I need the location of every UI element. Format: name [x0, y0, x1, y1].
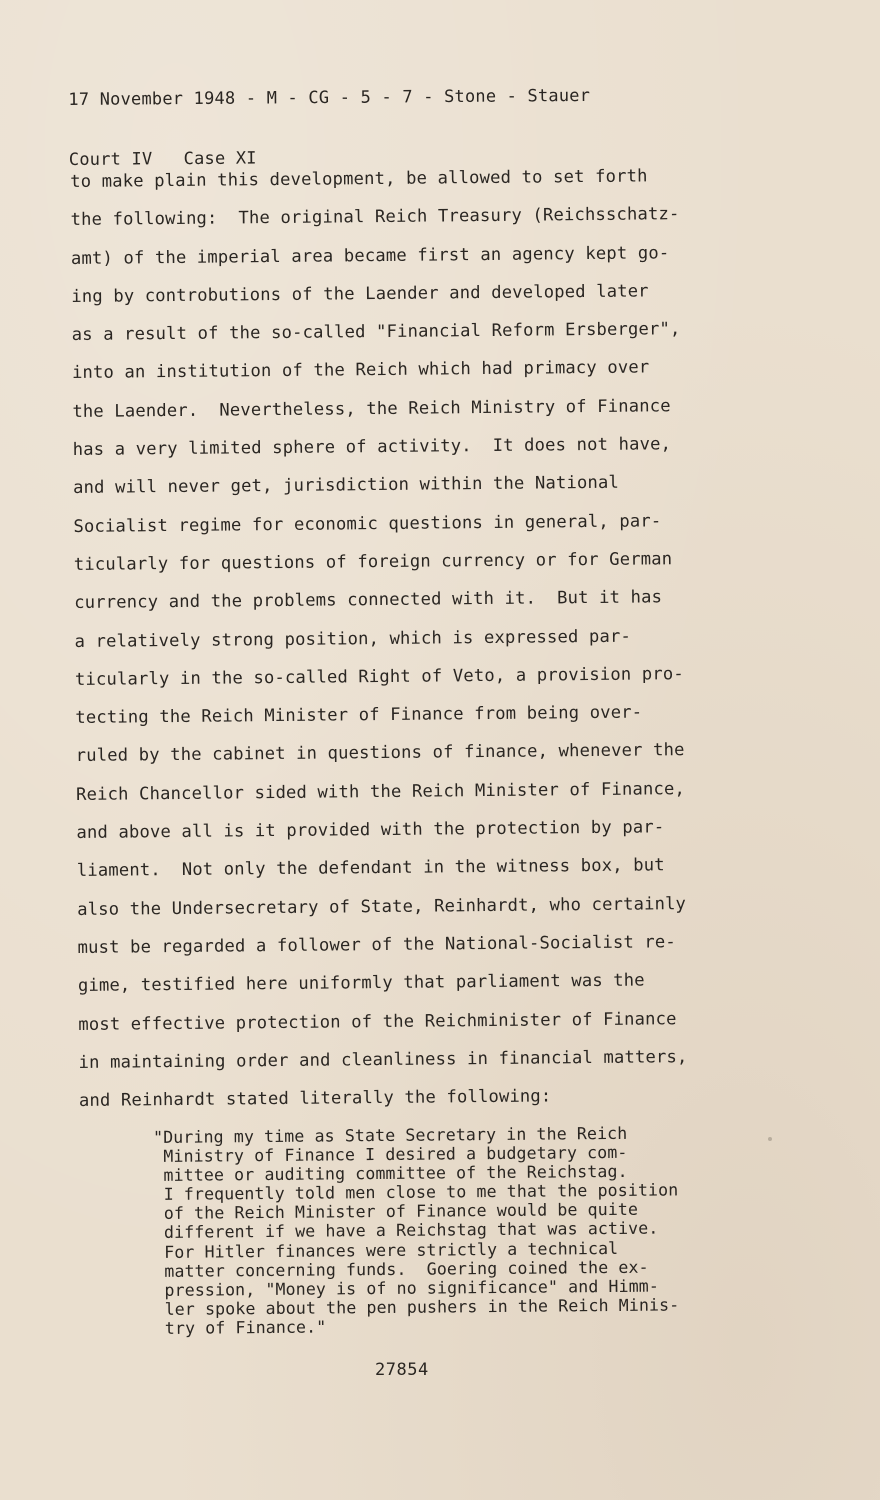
quote-line: I frequently told men close to me that the position [153, 1180, 679, 1205]
header-line-date: 17 November 1948 - M - CG - 5 - 7 - Stone - Stauer [68, 85, 591, 110]
body-line: ticularly for questions of foreign currency or for German [73, 549, 673, 575]
body-line: the Laender. Nevertheless, the Reich Ministry of Finance [72, 396, 671, 422]
body-line: and above all is it provided with the protection by par- [76, 817, 665, 844]
quote-line: pression, "Money is of no significance" and Himm- [154, 1276, 659, 1300]
quote-line: Ministry of Finance I desired a budgetary com- [153, 1142, 628, 1167]
body-line: into an institution of the Reich which had primacy over [71, 357, 650, 384]
quote-line: matter concerning funds. Goering coined the ex- [154, 1257, 649, 1281]
quote-line: For Hitler finances were strictly a technical [153, 1238, 619, 1262]
body-line: also the Undersecretary of State, Reinhardt, who certainly [77, 893, 687, 920]
quote-line: mittee or auditing committee of the Reichstag. [153, 1162, 628, 1186]
body-line: and Reinhardt stated literally the following: [78, 1086, 552, 1112]
paper-speck [768, 1137, 772, 1141]
quote-line: of the Reich Minister of Finance would be quite [153, 1200, 639, 1224]
body-line: to make plain this development, be allowed to set forth [70, 166, 648, 192]
page-number: 27854 [375, 1360, 429, 1380]
body-line: ing by controbutions of the Laender and developed later [71, 281, 649, 307]
quote-line: try of Finance." [154, 1317, 327, 1338]
block-quote [153, 1123, 775, 1338]
body-line: ticularly in the so-called Right of Veto, a provision pro- [74, 663, 684, 690]
body-line: has a very limited sphere of activity. It does not have, [72, 434, 672, 461]
body-text [70, 156, 779, 1120]
header-line-court: Court IV Case XI [68, 148, 257, 170]
body-line: must be regarded a follower of the National-Socialist re- [77, 932, 676, 958]
body-line: amt) of the imperial area became first an agency kept go- [70, 242, 670, 269]
quote-line: ler spoke about the pen pushers in the Reich Minis- [154, 1295, 680, 1319]
body-line: most effective protection of the Reichminister of Finance [78, 1008, 677, 1035]
body-line: tecting the Reich Minister of Finance from being over- [75, 702, 643, 729]
body-line: liament. Not only the defendant in the witness box, but [76, 855, 665, 882]
body-line: in maintaining order and cleanliness in financial matters, [78, 1046, 688, 1073]
body-line: currency and the problems connected with it. But it has [74, 587, 663, 614]
body-line: Reich Chancellor sided with the Reich Minister of Finance, [75, 778, 686, 805]
quote-line: different if we have a Reichstag that was active. [153, 1219, 659, 1243]
body-line: ruled by the cabinet in questions of finance, whenever the [75, 740, 685, 767]
body-line: and will never get, jurisdiction within the National [73, 473, 620, 499]
quote-line: "During my time as State Secretary in the Reich [153, 1123, 628, 1147]
body-line: Socialist regime for economic questions in general, par- [73, 511, 662, 537]
body-line: as a result of the so-called "Financial Reform Ersberger", [71, 319, 681, 346]
body-line: the following: The original Reich Treasury (Reichsschatz- [70, 204, 680, 231]
body-line: gime, testified here uniformly that parliament was the [77, 970, 645, 997]
body-line: a relatively strong position, which is expressed par- [74, 626, 632, 652]
